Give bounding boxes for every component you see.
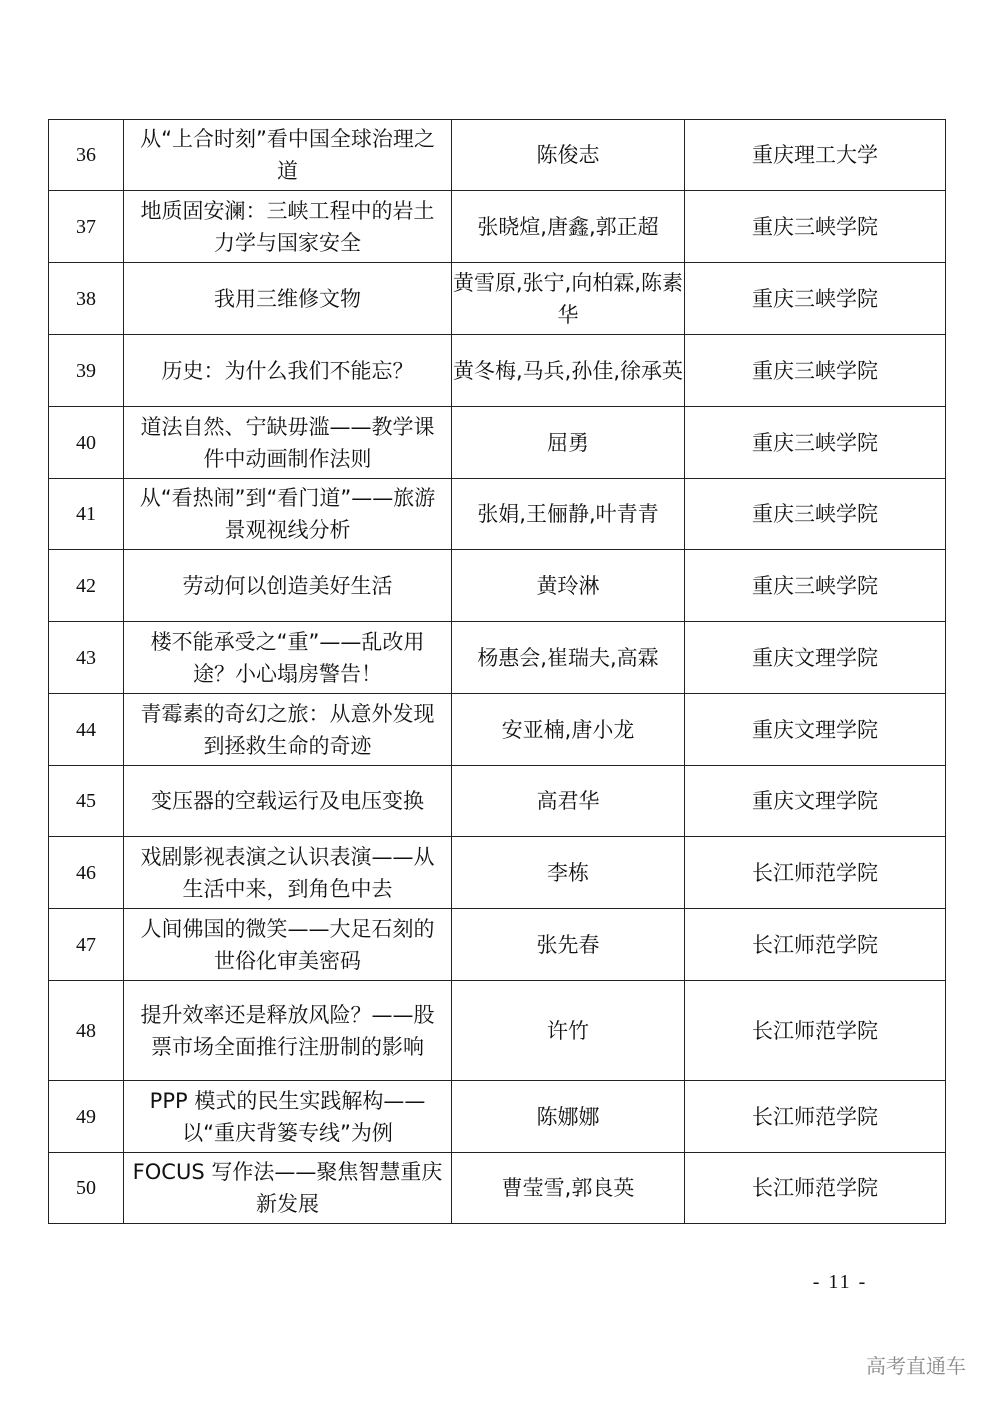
row-authors: 许竹 <box>452 981 685 1081</box>
table-body <box>49 120 946 1224</box>
row-number: 39 <box>49 335 124 407</box>
row-title: 从“上合时刻”看中国全球治理之道 <box>124 120 452 191</box>
table-row <box>49 335 946 407</box>
table-row <box>49 837 946 909</box>
watermark-text: 高考直通车 <box>866 1354 966 1378</box>
row-school: 重庆三峡学院 <box>685 479 946 550</box>
table-row <box>49 191 946 263</box>
row-number: 40 <box>49 407 124 479</box>
row-number: 38 <box>49 263 124 335</box>
row-school: 重庆文理学院 <box>685 766 946 837</box>
row-title: 人间佛国的微笑——大足石刻的世俗化审美密码 <box>124 909 452 981</box>
row-school: 重庆三峡学院 <box>685 335 946 407</box>
row-title: 楼不能承受之“重”——乱改用途？小心塌房警告！ <box>124 622 452 694</box>
row-title: 道法自然、宁缺毋滥——教学课件中动画制作法则 <box>124 407 452 479</box>
table-row <box>49 479 946 550</box>
row-authors: 陈俊志 <box>452 120 685 191</box>
row-title: 戏剧影视表演之认识表演——从生活中来，到角色中去 <box>124 837 452 909</box>
row-authors: 曹莹雪,郭良英 <box>452 1153 685 1224</box>
row-number: 46 <box>49 837 124 909</box>
table-row <box>49 909 946 981</box>
row-school: 长江师范学院 <box>685 1081 946 1153</box>
row-school: 重庆三峡学院 <box>685 263 946 335</box>
row-school: 重庆三峡学院 <box>685 407 946 479</box>
table-row <box>49 120 946 191</box>
row-authors: 黄雪原,张宁,向柏霖,陈素华 <box>452 263 685 335</box>
table-row <box>49 622 946 694</box>
row-number: 37 <box>49 191 124 263</box>
row-school: 重庆三峡学院 <box>685 550 946 622</box>
row-authors: 黄玲淋 <box>452 550 685 622</box>
row-number: 42 <box>49 550 124 622</box>
row-title: 我用三维修文物 <box>124 263 452 335</box>
row-authors: 张娟,王俪静,叶青青 <box>452 479 685 550</box>
row-number: 43 <box>49 622 124 694</box>
table-row <box>49 550 946 622</box>
row-school: 长江师范学院 <box>685 981 946 1081</box>
table-row <box>49 766 946 837</box>
row-number: 44 <box>49 694 124 766</box>
row-school: 重庆三峡学院 <box>685 191 946 263</box>
row-authors: 屈勇 <box>452 407 685 479</box>
row-authors: 张先春 <box>452 909 685 981</box>
row-number: 36 <box>49 120 124 191</box>
entries-table <box>48 119 946 1224</box>
row-authors: 安亚楠,唐小龙 <box>452 694 685 766</box>
row-authors: 杨惠会,崔瑞夫,高霖 <box>452 622 685 694</box>
row-title: 地质固安澜：三峡工程中的岩土力学与国家安全 <box>124 191 452 263</box>
row-school: 长江师范学院 <box>685 837 946 909</box>
row-number: 41 <box>49 479 124 550</box>
row-number: 48 <box>49 981 124 1081</box>
row-authors: 陈娜娜 <box>452 1081 685 1153</box>
row-title: 从“看热闹”到“看门道”——旅游景观视线分析 <box>124 479 452 550</box>
row-number: 49 <box>49 1081 124 1153</box>
row-school: 长江师范学院 <box>685 909 946 981</box>
row-number: 45 <box>49 766 124 837</box>
table-row <box>49 1081 946 1153</box>
row-authors: 张晓煊,唐鑫,郭正超 <box>452 191 685 263</box>
row-title: PPP 模式的民生实践解构——以“重庆背篓专线”为例 <box>124 1081 452 1153</box>
row-authors: 李栋 <box>452 837 685 909</box>
row-school: 重庆理工大学 <box>685 120 946 191</box>
row-school: 长江师范学院 <box>685 1153 946 1224</box>
page-number: - 11 - <box>812 1271 868 1293</box>
row-authors: 高君华 <box>452 766 685 837</box>
row-title: 历史：为什么我们不能忘？ <box>124 335 452 407</box>
row-school: 重庆文理学院 <box>685 622 946 694</box>
row-title: 青霉素的奇幻之旅：从意外发现到拯救生命的奇迹 <box>124 694 452 766</box>
row-title: 提升效率还是释放风险？——股票市场全面推行注册制的影响 <box>124 981 452 1081</box>
table-row <box>49 1153 946 1224</box>
row-number: 50 <box>49 1153 124 1224</box>
table-row <box>49 981 946 1081</box>
table-row <box>49 407 946 479</box>
row-authors: 黄冬梅,马兵,孙佳,徐承英 <box>452 335 685 407</box>
row-title: FOCUS 写作法——聚焦智慧重庆新发展 <box>124 1153 452 1224</box>
table-row <box>49 694 946 766</box>
table-row <box>49 263 946 335</box>
row-title: 变压器的空载运行及电压变换 <box>124 766 452 837</box>
row-school: 重庆文理学院 <box>685 694 946 766</box>
row-number: 47 <box>49 909 124 981</box>
row-title: 劳动何以创造美好生活 <box>124 550 452 622</box>
